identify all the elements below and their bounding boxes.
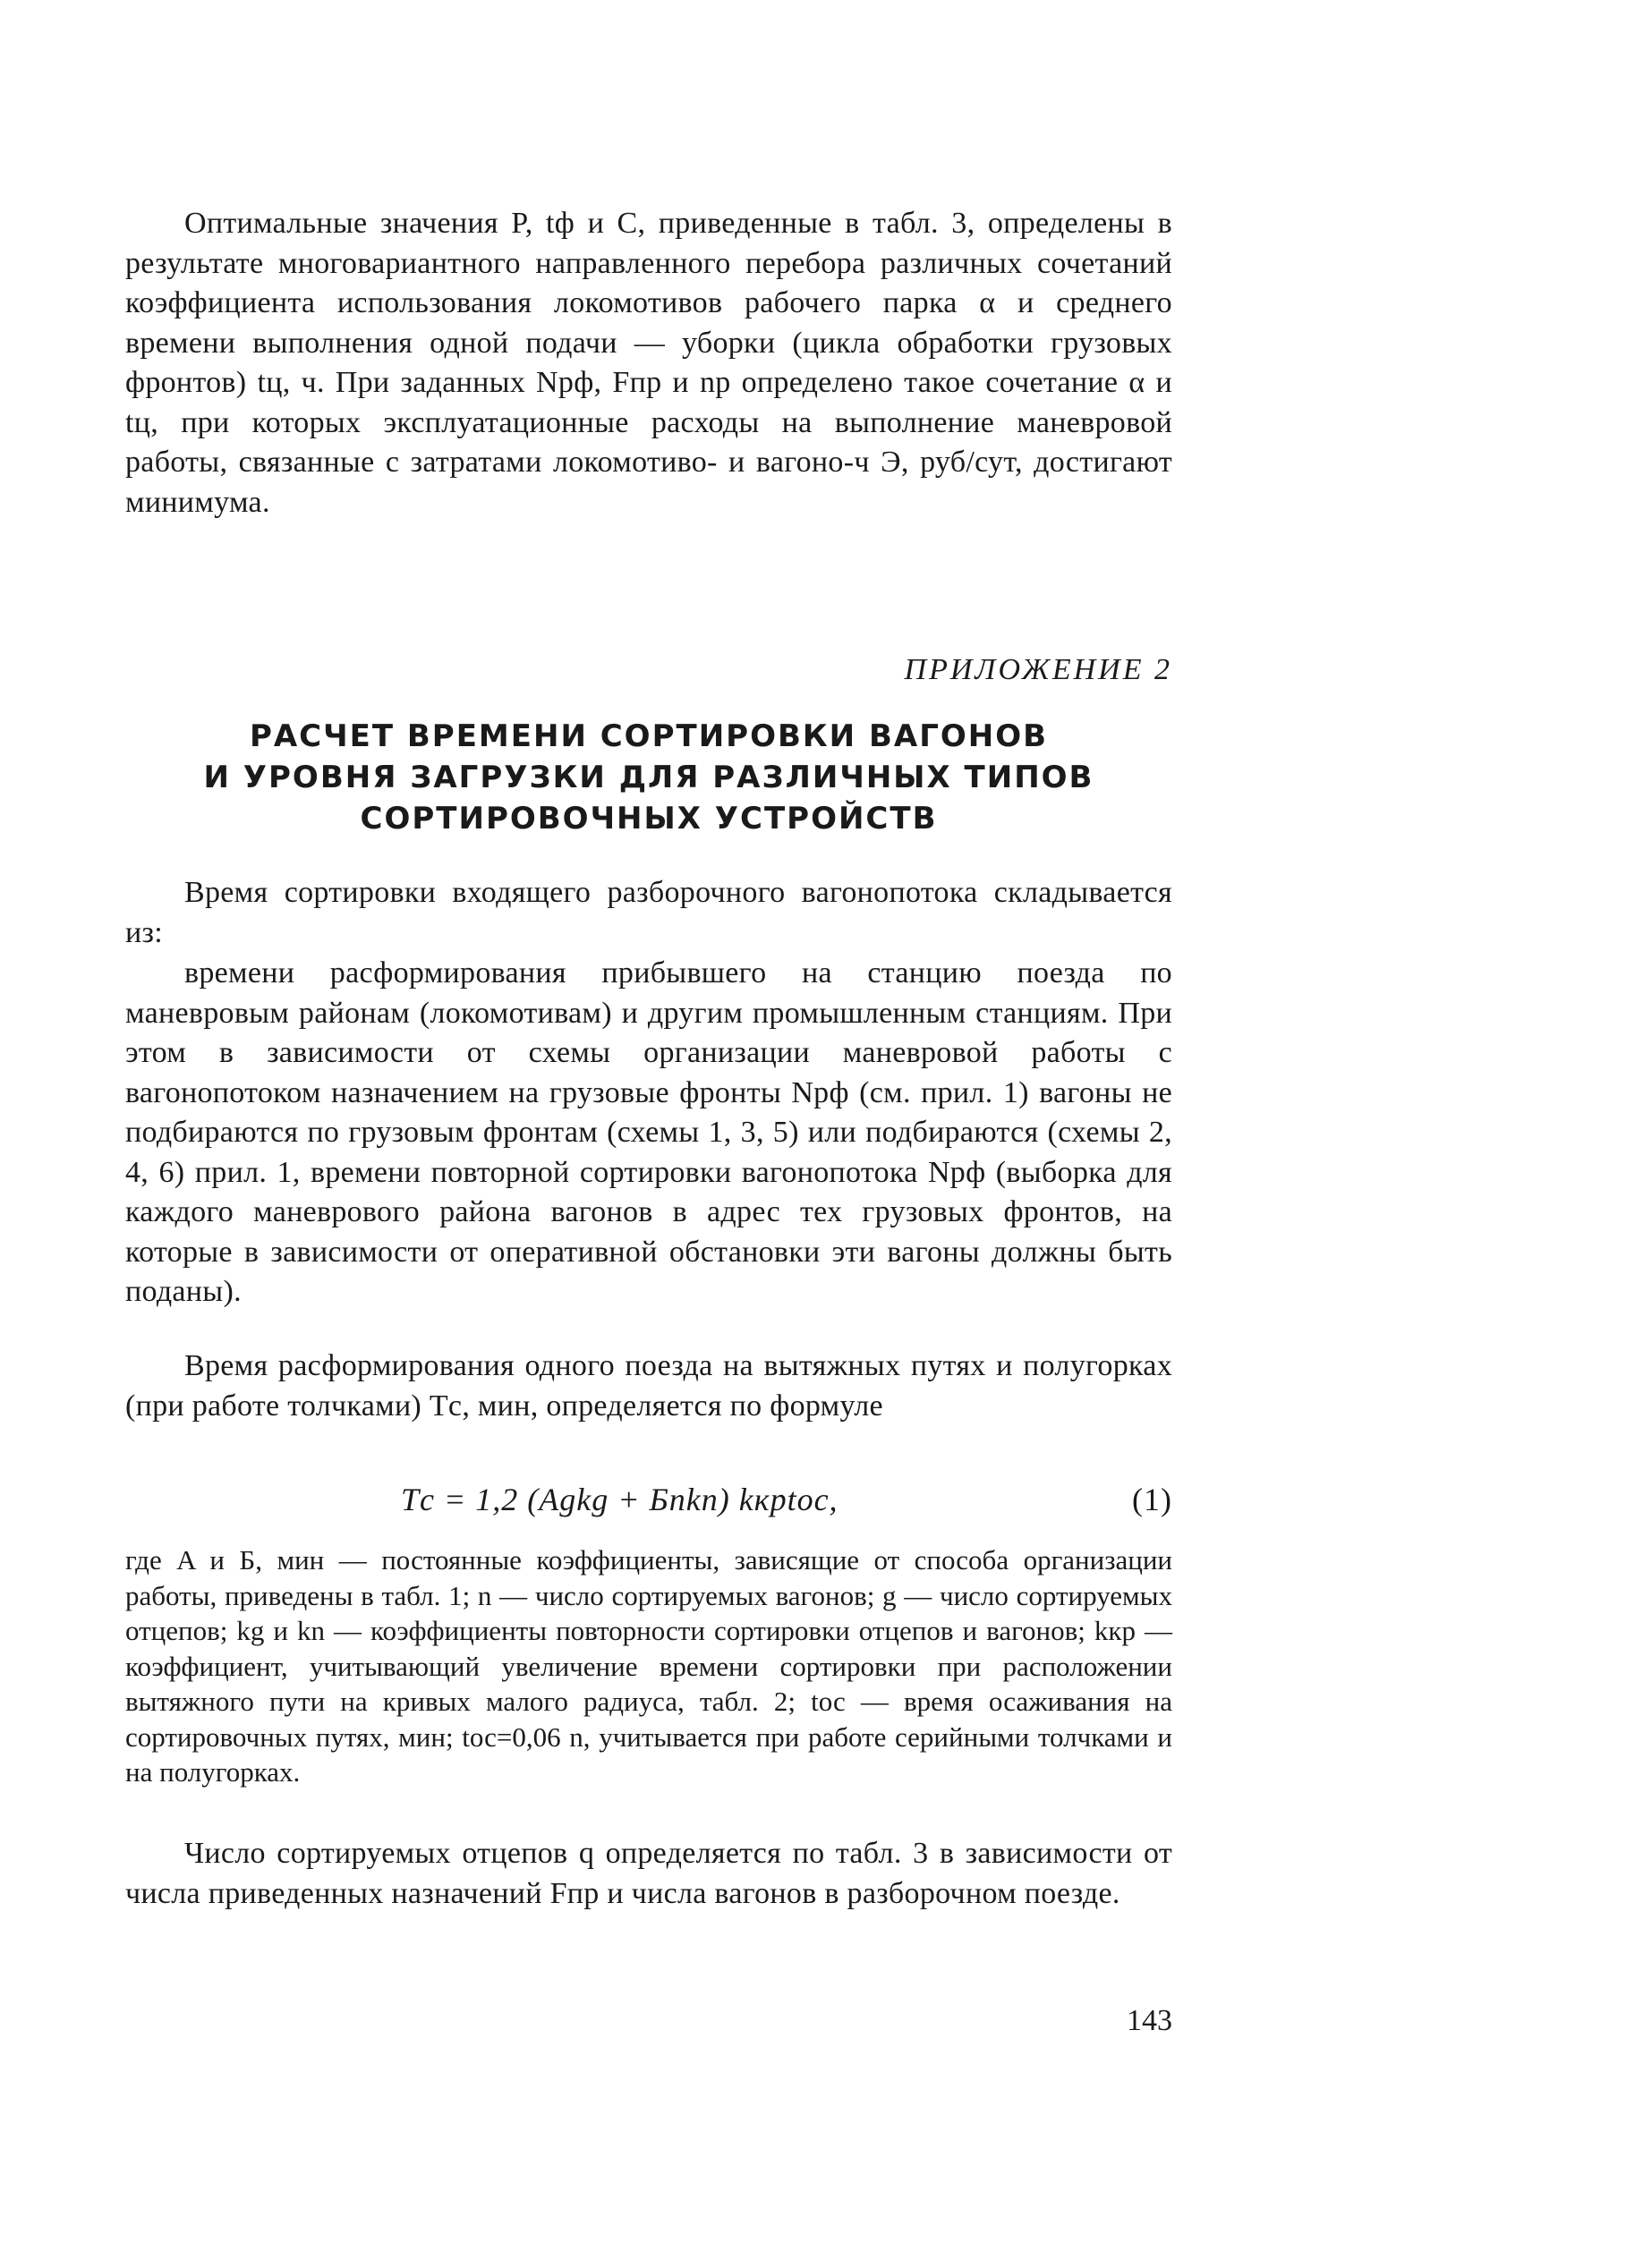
paragraph-text: Время сортировки входящего разборочного вагонопотока складывается из: (125, 876, 1172, 949)
formula-number: (1) (1132, 1482, 1172, 1517)
paragraph-sorting-time (125, 873, 1172, 953)
paragraph-formula-legend (125, 1542, 1172, 1790)
heading-line: СОРТИРОВОЧНЫХ УСТРОЙСТВ (360, 801, 938, 837)
paragraph-text: где A и Б, мин — постоянные коэффициенты, зависящие от способа организации работы, приведены в табл. 1; n — число сортируемых вагонов; g — число сортируемых отцепов; kg и kn — коэффициенты повторности сортировки отцепов и вагонов; kкр — коэффициент, учитывающий увеличение времени сортировки при расположении вытяжного пути на кривых малого радиуса, табл. 2; tос — время осаживания на сортировочных путях, мин; tос=0,06 n, учитывается при работе серийными толчками и на полугорках. (125, 1544, 1172, 1788)
paragraph-cuts-count (125, 1834, 1172, 1914)
paragraph-text: времени расформирования прибывшего на станцию поезда по маневровым районам (локомотивам) и другим промышленным станциям. При этом в зависимости от схемы организации маневровой работы с вагонопотоком назначением на грузовые фронты Npф (см. прил. 1) вагоны не подбираются по грузовым фронтам (схемы 1, 3, 5) или подбираются (схемы 2, 4, 6) прил. 1, времени повторной сортировки вагонопотока Npф (выборка для каждого маневрового района вагонов в адрес тех грузовых фронтов, на которые в зависимости от оперативной обстановки эти вагоны должны быть поданы). (125, 956, 1172, 1308)
formula-expression: Tс = 1,2 (Agkg + Бnkn) kкрtос, (401, 1482, 839, 1517)
paragraph-text: Число сортируемых отцепов q определяется по табл. 3 в зависимости от числа приведенных назначений Fпр и числа вагонов в разборочном поезде. (125, 1837, 1172, 1910)
section-heading (125, 716, 1172, 839)
heading-line: РАСЧЕТ ВРЕМЕНИ СОРТИРОВКИ ВАГОНОВ (249, 718, 1049, 754)
paragraph-text: Оптимальные значения P, tф и C, приведенные в табл. 3, определены в результате многовариантного направленного перебора различных сочетаний коэффициента использования локомотивов рабочего парка α и среднего времени выполнения одной подачи — уборки (цикла обработки грузовых фронтов) tц, ч. При заданных Npф, Fпр и np определено такое сочетание α и tц, при которых эксплуатационные расходы на выполнение маневровой работы, связанные с затратами локомотиво- и вагоно-ч Э, руб/сут, достигают минимума. (125, 207, 1172, 519)
paragraph-formula-intro (125, 1346, 1172, 1426)
page-number: 143 (1127, 2004, 1172, 2037)
paragraph-disbanding-time (125, 954, 1172, 1312)
heading-line: И УРОВНЯ ЗАГРУЗКИ ДЛЯ РАЗЛИЧНЫХ ТИПОВ (203, 760, 1094, 795)
paragraph-optimal-values (125, 204, 1172, 522)
paragraph-text: Время расформирования одного поезда на вытяжных путях и полугорках (при работе толчками) Tс, мин, определяется по формуле (125, 1349, 1172, 1423)
appendix-label: ПРИЛОЖЕНИЕ 2 (904, 653, 1172, 686)
